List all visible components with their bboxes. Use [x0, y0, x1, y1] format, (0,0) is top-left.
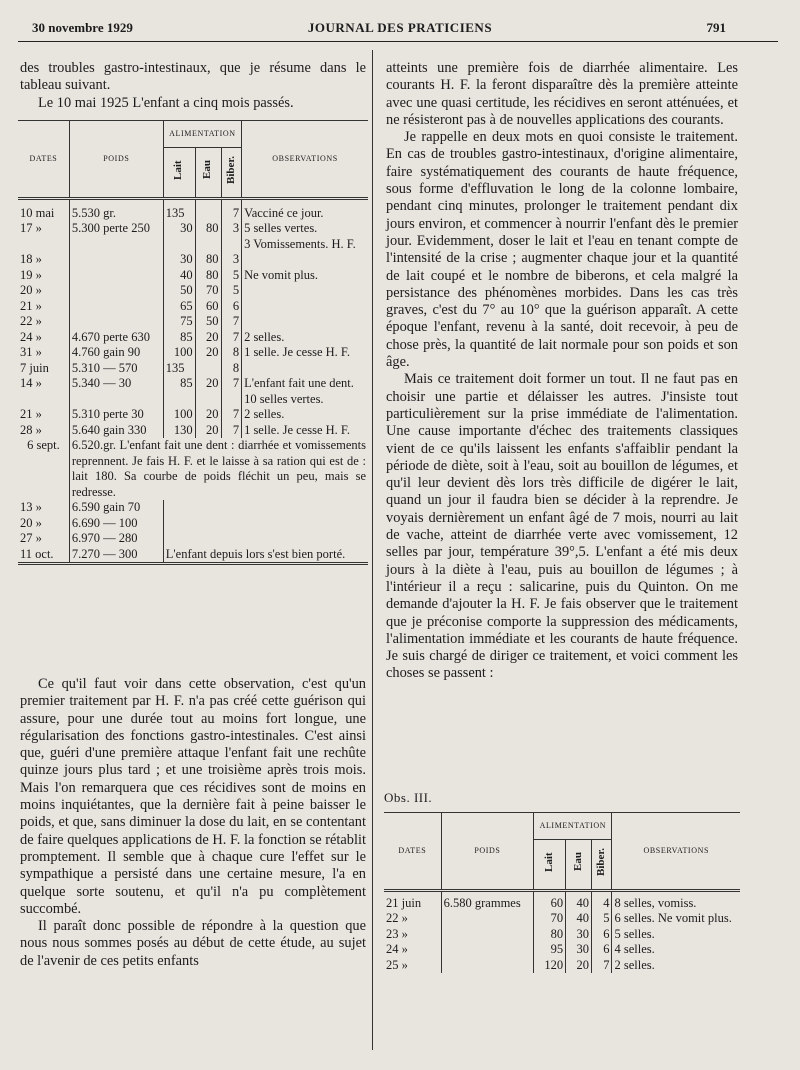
col-observations: OBSERVATIONS: [612, 813, 740, 891]
observation-table-1: [18, 120, 368, 565]
col-eau: Eau: [195, 148, 221, 199]
observation-table-3: [384, 812, 740, 973]
col-dates: DATES: [384, 813, 441, 891]
table-row: 25 » 120 20 7 2 selles.: [386, 957, 655, 972]
column-separator: [372, 50, 373, 1050]
body-paragraph: Mais ce traitement doit former un tout. Il ne faut pas en choisir une partie et délaisser les autres. J'insiste tout particulièrement sur la prise immédiate de l'alimentation. Une cause importante d'échec des traitements classiques vient de ce qu'ils laissent les enfants s'affaiblir pendant la période de diète, soit à l'eau, soit au bouillon de légumes, et qu'il leur devient dès lors très difficile de digérer le lait, quand un jour il faudra bien se décider à la reprendre. Je voyais dernièrement un enfant âgé de 7 mois, nourri au lait de vache, atteint de diarrhée verte avec vomissement, 12 selles par jour, température 39°,5. L'enfant a été mis deux jours à la diète à l'eau, puis au bouillon de légumes ; à l'intérieur il a reçu : salicarine, puis du Quinton. On me demande d'ajouter la H. F. Je fais observer que le traitement que je préconise comporte la suppression des médicaments, l'alimentation immédiate et les courants de haute fréquence. Je suis chargé de diriger ce traitement, et voici comment les choses se passent :: [386, 371, 738, 682]
table-row: 21 juin 6.580 grammes 60 40 4 8 selles, vomiss.: [386, 895, 697, 910]
col-observations: OBSERVATIONS: [242, 121, 368, 199]
table-row: 22 » 75 50 7: [18, 314, 368, 330]
table-row: 13 » 6.590 gain 70: [18, 500, 368, 516]
table-row: 7 juin 5.310 — 570 135 8: [18, 361, 368, 377]
table-row: 17 » 5.300 perte 250 30 80 3 5 selles vertes.: [20, 221, 318, 235]
col-dates: DATES: [18, 121, 69, 199]
table-row: 24 » 95 30 6 4 selles.: [386, 942, 655, 956]
col-poids: POIDS: [69, 121, 163, 199]
table-row: 14 » 5.340 — 30 85 20 7 L'enfant fait une dent.: [20, 376, 354, 390]
body-paragraph: atteints une première fois de diarrhée alimentaire. Les courants H. F. la feront disparaître dès la première atteinte avec une quasi certitude, les récidives en seront atténuées, et ne résisteront pas à de nouvelles applications des courants.: [386, 60, 738, 128]
right-body: [386, 60, 738, 683]
left-body: [20, 676, 366, 970]
intro-paragraph: des troubles gastro-intestinaux, que je résume dans le tableau suivant.: [20, 60, 366, 94]
header-rule: [18, 41, 778, 42]
left-intro: [20, 60, 366, 112]
table-row: 3 Vomissements. H. F.: [18, 237, 368, 253]
body-paragraph: Je rappelle en deux mots en quoi consiste le traitement. En cas de troubles gastro-intestinaux, d'origine alimentaire, faire systématiquement des courants de haute fréquence, sous forme d'effluvation le long de la colonne lombaire, pendant cinq minutes, prolonger le traitement pendant dix jours environ, et commencer à nourrir l'enfant dès le premier jour. Evidemment, doser le lait et l'eau en tenant compte de l'intensité de la crise ; augmenter chaque jour et la quantité de lait coupé et le nombre de biberons, et cela malgré la persistance des phénomènes morbides. Dans les cas très graves, c'est du 7° au 10° que la guérison apparaît. A cette époque l'enfant, revenu à la santé, doit recevoir, à peu de chose près, la quantité de lait normale pour son poids et son âge.: [386, 129, 738, 371]
table-row: 11 oct. 7.270 — 300 L'enfant depuis lors s'est bien porté.: [18, 547, 368, 564]
page-number: 791: [706, 20, 726, 35]
table-row: 18 » 30 80 3: [18, 252, 368, 268]
table-row: 22 » 70 40 5 6 selles. Ne vomit plus.: [386, 911, 732, 925]
running-header: [0, 18, 800, 42]
table-row: 10 selles vertes.: [18, 392, 368, 408]
observation-label: Obs. III.: [384, 790, 433, 805]
table-row: 21 » 5.310 perte 30 100 20 7 2 selles.: [20, 407, 285, 421]
body-paragraph: Ce qu'il faut voir dans cette observation, c'est qu'un premier traitement par H. F. n'a pas créé cette guérison qui assure, pour une durée tout au moins fort longue, une régularisation des fonctions gastro-intestinales. C'est ainsi que, guéri d'une première attaque l'enfant fait une rechûte quinze jours plus tard ; et une troisième après trois mois. Mais l'on remarquera que ces récidives sont de moins en moins inquiétantes, que la dernière fait à peine baisser le poids, et que, sans diminuer la dose du lait, en se contentant de faire quelques applications de H. F. la fonction se rétablit promptement. Il semble que à chaque cure l'effet sur le sympathique a persisté dans une certaine mesure, l'a en quelque sorte soutenu, et qu'il n'a pu complètement succombé.: [20, 676, 366, 917]
col-poids: POIDS: [441, 813, 534, 891]
issue-date: 30 novembre 1929: [32, 20, 133, 35]
col-biber: Biber.: [591, 840, 612, 891]
table-row: 10 mai 5.530 gr. 135 7 Vacciné ce jour.: [20, 205, 324, 220]
table-row: 19 » 40 80 5 Ne vomit plus.: [20, 267, 319, 282]
table-row: 20 » 6.690 — 100: [18, 516, 368, 532]
body-paragraph: Il paraît donc possible de répondre à la question que nous nous sommes posés au début de cette étude, au sujet de l'avenir de ces petits enfants: [20, 918, 366, 969]
journal-title: JOURNAL DES PRATICIENS: [307, 20, 493, 35]
col-lait: Lait: [163, 148, 195, 199]
col-alimentation: ALIMENTATION: [534, 813, 612, 840]
intro-date-line: Le 10 mai 1925 L'enfant a cinq mois passés.: [38, 94, 294, 111]
col-eau: Eau: [566, 840, 592, 891]
table-row: 28 » 5.640 gain 330 130 20 7 1 selle. Je cesse H. F.: [20, 422, 350, 437]
col-lait: Lait: [534, 840, 566, 891]
col-biber: Biber.: [221, 148, 242, 199]
table-row: 21 » 65 60 6: [18, 299, 368, 315]
table-row: 20 » 50 70 5: [18, 283, 368, 299]
table-row: 31 » 4.760 gain 90 100 20 8 1 selle. Je cesse H. F.: [20, 345, 350, 359]
table-row: 24 » 4.670 perte 630 85 20 7 2 selles.: [20, 329, 285, 344]
table-row: 23 » 80 30 6 5 selles.: [386, 926, 655, 941]
col-alimentation: ALIMENTATION: [163, 121, 241, 148]
table-row: 27 » 6.970 — 280: [18, 531, 368, 547]
table-row-sept: 6 sept. 6.520.gr. L'enfant fait une dent : diarrhée et vomissements reprennent. Je fais H. F. et le laisse à sa ration qui est de : lait 180. Sa courbe de poids fléchit un peu, mais se redresse.: [18, 438, 368, 500]
